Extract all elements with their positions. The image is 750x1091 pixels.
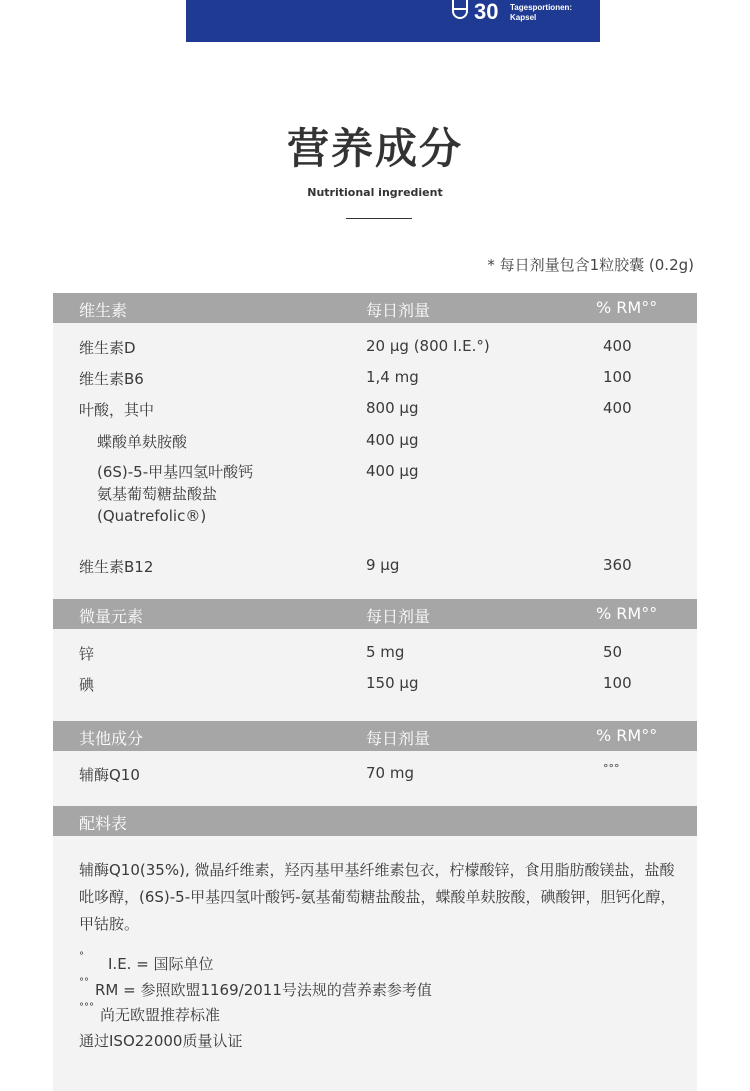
row-amount: 5 mg (366, 643, 405, 661)
header-rm: % RM°° (596, 726, 658, 745)
row-name: 蝶酸单麸胺酸 (97, 433, 188, 451)
header-rm: % RM°° (596, 604, 658, 623)
footnote (79, 1004, 220, 1025)
footnote-text: RM = 参照欧盟1169/2011号法规的营养素参考值 (95, 981, 432, 999)
header-category: 其他成分 (79, 729, 144, 748)
row-name-line: (Quatrefolic®) (97, 507, 207, 525)
others-header (53, 721, 697, 751)
ingredients-header (53, 806, 697, 836)
footnote-mark: ° (79, 951, 84, 962)
footnote-text: 尚无欧盟推荐标准 (100, 1006, 221, 1024)
header-amount: 每日剂量 (366, 607, 431, 626)
page-subtitle: Nutritional ingredient (307, 186, 443, 199)
row-name: 维生素B12 (79, 558, 154, 576)
row-amount: 20 µg (800 I.E.°) (366, 337, 490, 355)
row-rm: 100 (603, 674, 632, 692)
banner-label: Tagesportionen: Kapsel (510, 3, 573, 22)
row-rm: 50 (603, 643, 623, 661)
row-amount: 70 mg (366, 764, 414, 782)
row-amount: 150 µg (366, 674, 419, 692)
footnote-text: I.E. = 国际单位 (108, 955, 214, 973)
row-amount: 1,4 mg (366, 368, 419, 386)
row-name: 锌 (79, 645, 95, 663)
header-category: 微量元素 (79, 607, 144, 626)
row-rm: °°° (603, 762, 620, 775)
row-amount: 800 µg (366, 399, 419, 417)
header-category: 配料表 (79, 814, 128, 833)
row-name: 叶酸，其中 (79, 401, 155, 419)
certification-note (79, 1030, 242, 1051)
title-divider (346, 218, 412, 219)
footnote-text: 通过ISO22000质量认证 (79, 1032, 243, 1050)
row-name-line: 氨基葡萄糖盐酸盐 (97, 485, 218, 503)
row-name: 维生素D (79, 339, 136, 357)
row-name-line: (6S)-5-甲基四氢叶酸钙 (97, 463, 254, 481)
row-rm: 400 (603, 337, 632, 355)
footnote-mark: °° (79, 977, 89, 988)
header-category: 维生素 (79, 301, 128, 320)
ingredients-text: 辅酶Q10(35%), 微晶纤维素，羟丙基甲基纤维素包衣，柠檬酸锌，食用脂肪酸镁盐，盐酸吡哆醇，(6S)-5-甲基四氢叶酸钙-氨基葡萄糖盐酸盐，蝶酸单麸胺酸，碘酸钾，胆钙化醇，甲钴胺。 (79, 861, 676, 933)
vitamins-header (53, 293, 697, 323)
row-name: 碘 (79, 676, 95, 694)
row-amount: 400 µg (366, 462, 419, 480)
row-name: 维生素B6 (79, 370, 144, 388)
footnote (79, 979, 432, 1000)
footnote-mark: °°° (79, 1002, 94, 1013)
row-rm: 100 (603, 368, 632, 386)
banner-number: 30 (474, 0, 499, 24)
product-banner (186, 0, 600, 42)
row-name: 辅酶Q10 (79, 766, 140, 784)
row-rm: 400 (603, 399, 632, 417)
row-amount: 400 µg (366, 431, 419, 449)
minerals-header (53, 599, 697, 629)
header-amount: 每日剂量 (366, 301, 431, 320)
header-amount: 每日剂量 (366, 729, 431, 748)
nutrition-panel (53, 293, 697, 1091)
dosage-note: * 每日剂量包含1粒胶囊 (0.2g) (487, 256, 694, 274)
footnote (79, 953, 214, 974)
header-rm: % RM°° (596, 298, 658, 317)
row-amount: 9 µg (366, 556, 400, 574)
capsule-icon (452, 0, 468, 19)
row-rm: 360 (603, 556, 632, 574)
page-title: 营养成分 (286, 124, 463, 173)
